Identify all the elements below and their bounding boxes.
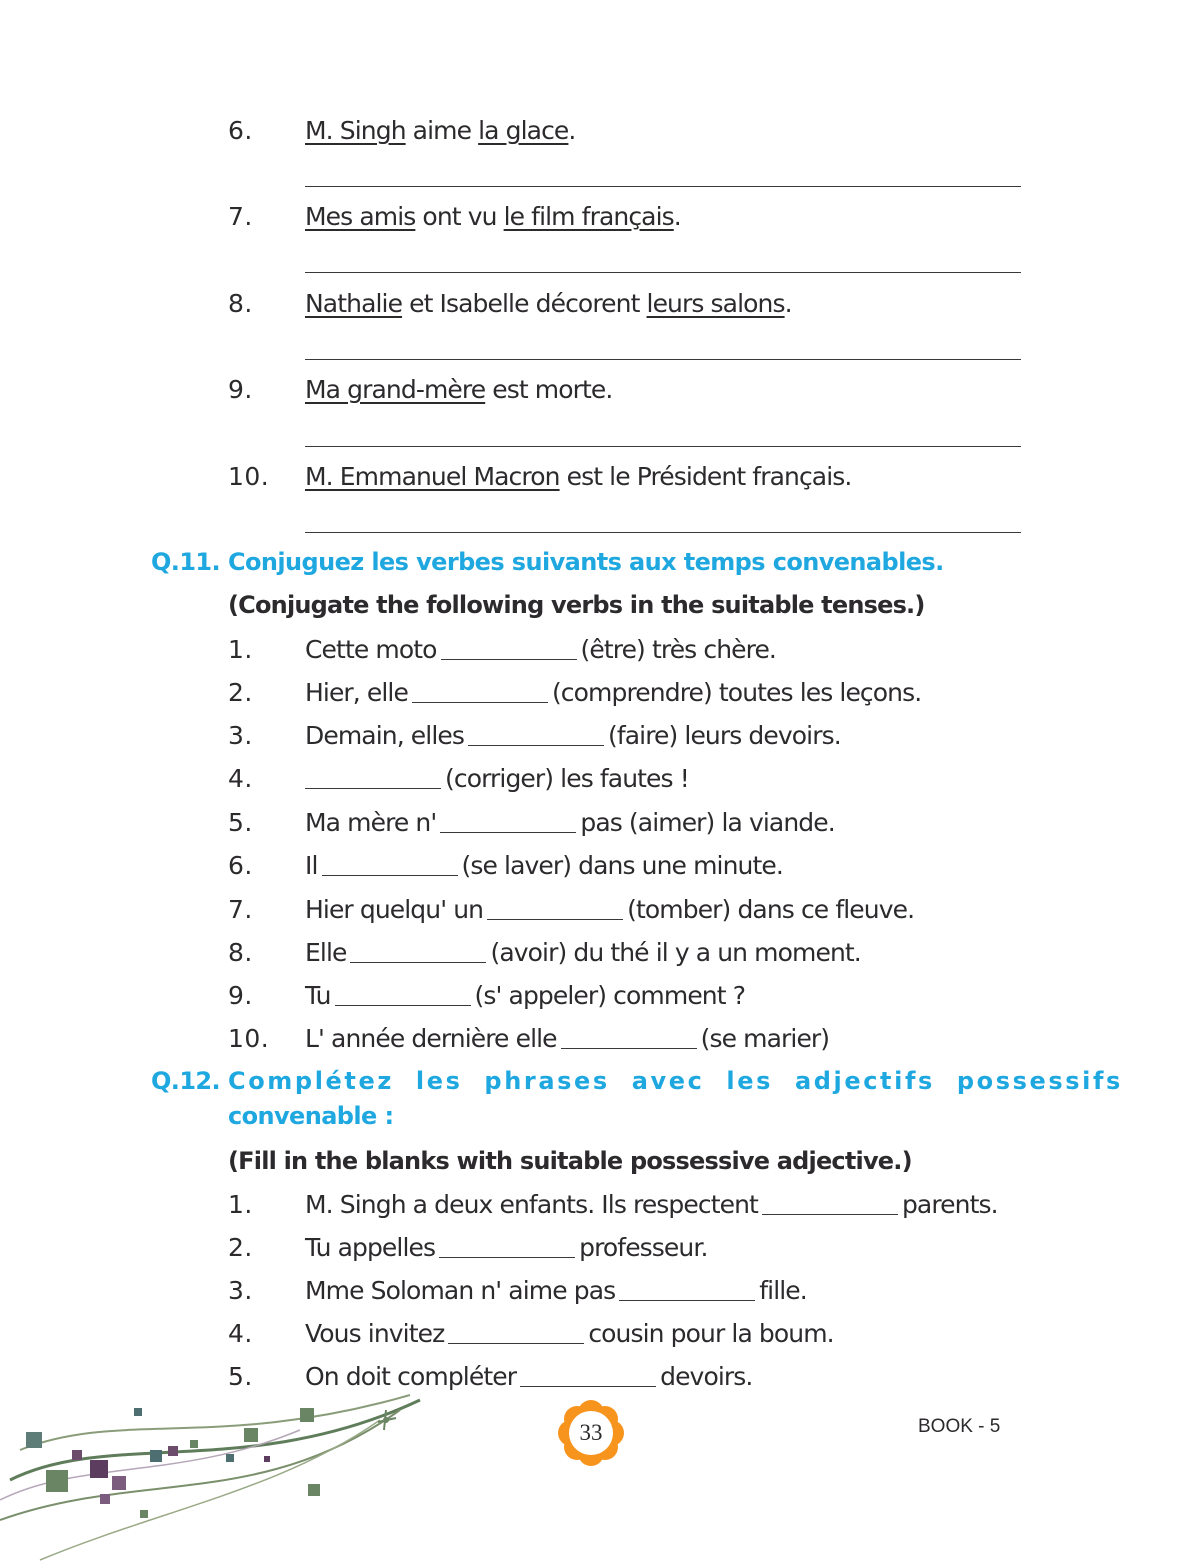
question-label: Q.12.: [151, 1067, 221, 1095]
fill-blank[interactable]: [412, 702, 548, 703]
sentence-text: est le Président français.: [559, 462, 852, 491]
text-after: professeur.: [579, 1233, 708, 1262]
text-before: Tu: [305, 981, 331, 1010]
sentence-text: et Isabelle décorent: [402, 289, 647, 318]
text-before: On doit compléter: [305, 1362, 517, 1391]
sentence-text: .: [784, 289, 792, 318]
text-after: (avoir) du thé il y a un moment.: [490, 938, 861, 967]
item-number: 3.: [228, 1276, 253, 1305]
item-number: 5.: [228, 808, 253, 837]
item-sentence: [305, 289, 792, 318]
text-after: (se marier): [700, 1024, 830, 1053]
text-before: Hier quelqu' un: [305, 895, 484, 924]
item-sentence: [305, 808, 835, 837]
item-sentence: [305, 375, 612, 404]
text-before: L' année dernière elle: [305, 1024, 557, 1053]
sentence-text: .: [673, 202, 681, 231]
text-after: (tomber) dans ce fleuve.: [627, 895, 915, 924]
book-label: BOOK - 5: [918, 1416, 1001, 1437]
fill-blank[interactable]: [520, 1386, 656, 1387]
text-before: Ma mère n': [305, 808, 437, 837]
text-after: devoirs.: [660, 1362, 753, 1391]
fill-blank[interactable]: [441, 659, 577, 660]
item-number: 2.: [228, 678, 253, 707]
sentence-text: aime: [405, 116, 479, 145]
item-number: 1.: [228, 635, 253, 664]
fill-blank[interactable]: [350, 962, 486, 963]
item-sentence: [305, 1362, 752, 1391]
item-number: 7.: [228, 202, 253, 231]
item-number: 3.: [228, 721, 253, 750]
text-before: Demain, elles: [305, 721, 464, 750]
item-sentence: [305, 1319, 834, 1348]
item-number: 6.: [228, 116, 253, 145]
fill-blank[interactable]: [322, 875, 458, 876]
underlined-word: leurs salons: [646, 289, 785, 318]
text-after: cousin pour la boum.: [588, 1319, 834, 1348]
item-sentence: [305, 721, 841, 750]
item-sentence: [305, 938, 861, 967]
item-number: 4.: [228, 1319, 253, 1348]
item-sentence: [305, 895, 914, 924]
text-before: Il: [305, 851, 318, 880]
underlined-word: le film français: [503, 202, 674, 231]
fill-blank[interactable]: [561, 1048, 697, 1049]
page-number: 33: [569, 1411, 613, 1455]
item-number: 9.: [228, 375, 253, 404]
text-before: Elle: [305, 938, 347, 967]
text-after: fille.: [759, 1276, 807, 1305]
question-subtitle: (Conjugate the following verbs in the suitable tenses.): [228, 591, 925, 619]
item-number: 5.: [228, 1362, 253, 1391]
page-number-badge: [558, 1400, 624, 1466]
text-before: Tu appelles: [305, 1233, 436, 1262]
item-sentence: [305, 1024, 829, 1053]
item-sentence: [305, 462, 851, 491]
decorative-swirl: [0, 1390, 430, 1563]
item-sentence: [305, 678, 921, 707]
question-title: Conjuguez les verbes suivants aux temps convenables.: [228, 548, 944, 576]
text-before: Mme Soloman n' aime pas: [305, 1276, 616, 1305]
answer-line[interactable]: [305, 272, 1021, 273]
item-sentence: [305, 981, 745, 1010]
item-number: 4.: [228, 764, 253, 793]
fill-blank[interactable]: [305, 788, 441, 789]
underlined-word: la glace: [478, 116, 569, 145]
item-sentence: [305, 764, 689, 793]
underlined-word: Mes amis: [305, 202, 416, 231]
item-sentence: [305, 202, 681, 231]
item-number: 8.: [228, 289, 253, 318]
fill-blank[interactable]: [762, 1214, 898, 1215]
text-after: (comprendre) toutes les leçons.: [551, 678, 922, 707]
text-after: (s' appeler) comment ?: [474, 981, 746, 1010]
fill-blank[interactable]: [487, 919, 623, 920]
item-sentence: [305, 635, 776, 664]
text-before: M. Singh a deux enfants. Ils respectent: [305, 1190, 758, 1219]
fill-blank[interactable]: [440, 832, 576, 833]
text-after: parents.: [901, 1190, 998, 1219]
underlined-word: M. Singh: [305, 116, 406, 145]
text-after: (se laver) dans une minute.: [461, 851, 783, 880]
question-title-continued: convenable :: [228, 1102, 394, 1130]
text-after: pas (aimer) la viande.: [580, 808, 835, 837]
item-sentence: [305, 851, 783, 880]
underlined-word: Ma grand-mère: [305, 375, 486, 404]
underlined-word: M. Emmanuel Macron: [305, 462, 560, 491]
fill-blank[interactable]: [439, 1257, 575, 1258]
item-number: 2.: [228, 1233, 253, 1262]
question-label: Q.11.: [151, 548, 221, 576]
fill-blank[interactable]: [335, 1005, 471, 1006]
text-after: (faire) leurs devoirs.: [607, 721, 841, 750]
answer-line[interactable]: [305, 446, 1021, 447]
answer-line[interactable]: [305, 532, 1021, 533]
item-number: 7.: [228, 895, 253, 924]
text-before: Vous invitez: [305, 1319, 445, 1348]
text-before: Cette moto: [305, 635, 437, 664]
item-sentence: [305, 1233, 708, 1262]
fill-blank[interactable]: [619, 1300, 755, 1301]
text-after: (corriger) les fautes !: [445, 764, 689, 793]
question-subtitle: (Fill in the blanks with suitable possessive adjective.): [228, 1147, 912, 1175]
question-title: Complétez les phrases avec les adjectifs possessifs: [228, 1067, 1123, 1095]
sentence-text: .: [568, 116, 576, 145]
item-sentence: [305, 1190, 998, 1219]
sentence-text: est morte.: [485, 375, 613, 404]
item-number: 9.: [228, 981, 253, 1010]
sentence-text: ont vu: [415, 202, 504, 231]
item-number: 1.: [228, 1190, 253, 1219]
item-number: 6.: [228, 851, 253, 880]
item-number: 8.: [228, 938, 253, 967]
item-sentence: [305, 1276, 807, 1305]
text-after: (être) très chère.: [580, 635, 776, 664]
fill-blank[interactable]: [448, 1343, 584, 1344]
fill-blank[interactable]: [468, 745, 604, 746]
text-before: Hier, elle: [305, 678, 408, 707]
answer-line[interactable]: [305, 186, 1021, 187]
item-number: 10.: [228, 1024, 270, 1053]
underlined-word: Nathalie: [305, 289, 403, 318]
item-number: 10.: [228, 462, 270, 491]
answer-line[interactable]: [305, 359, 1021, 360]
item-sentence: [305, 116, 575, 145]
